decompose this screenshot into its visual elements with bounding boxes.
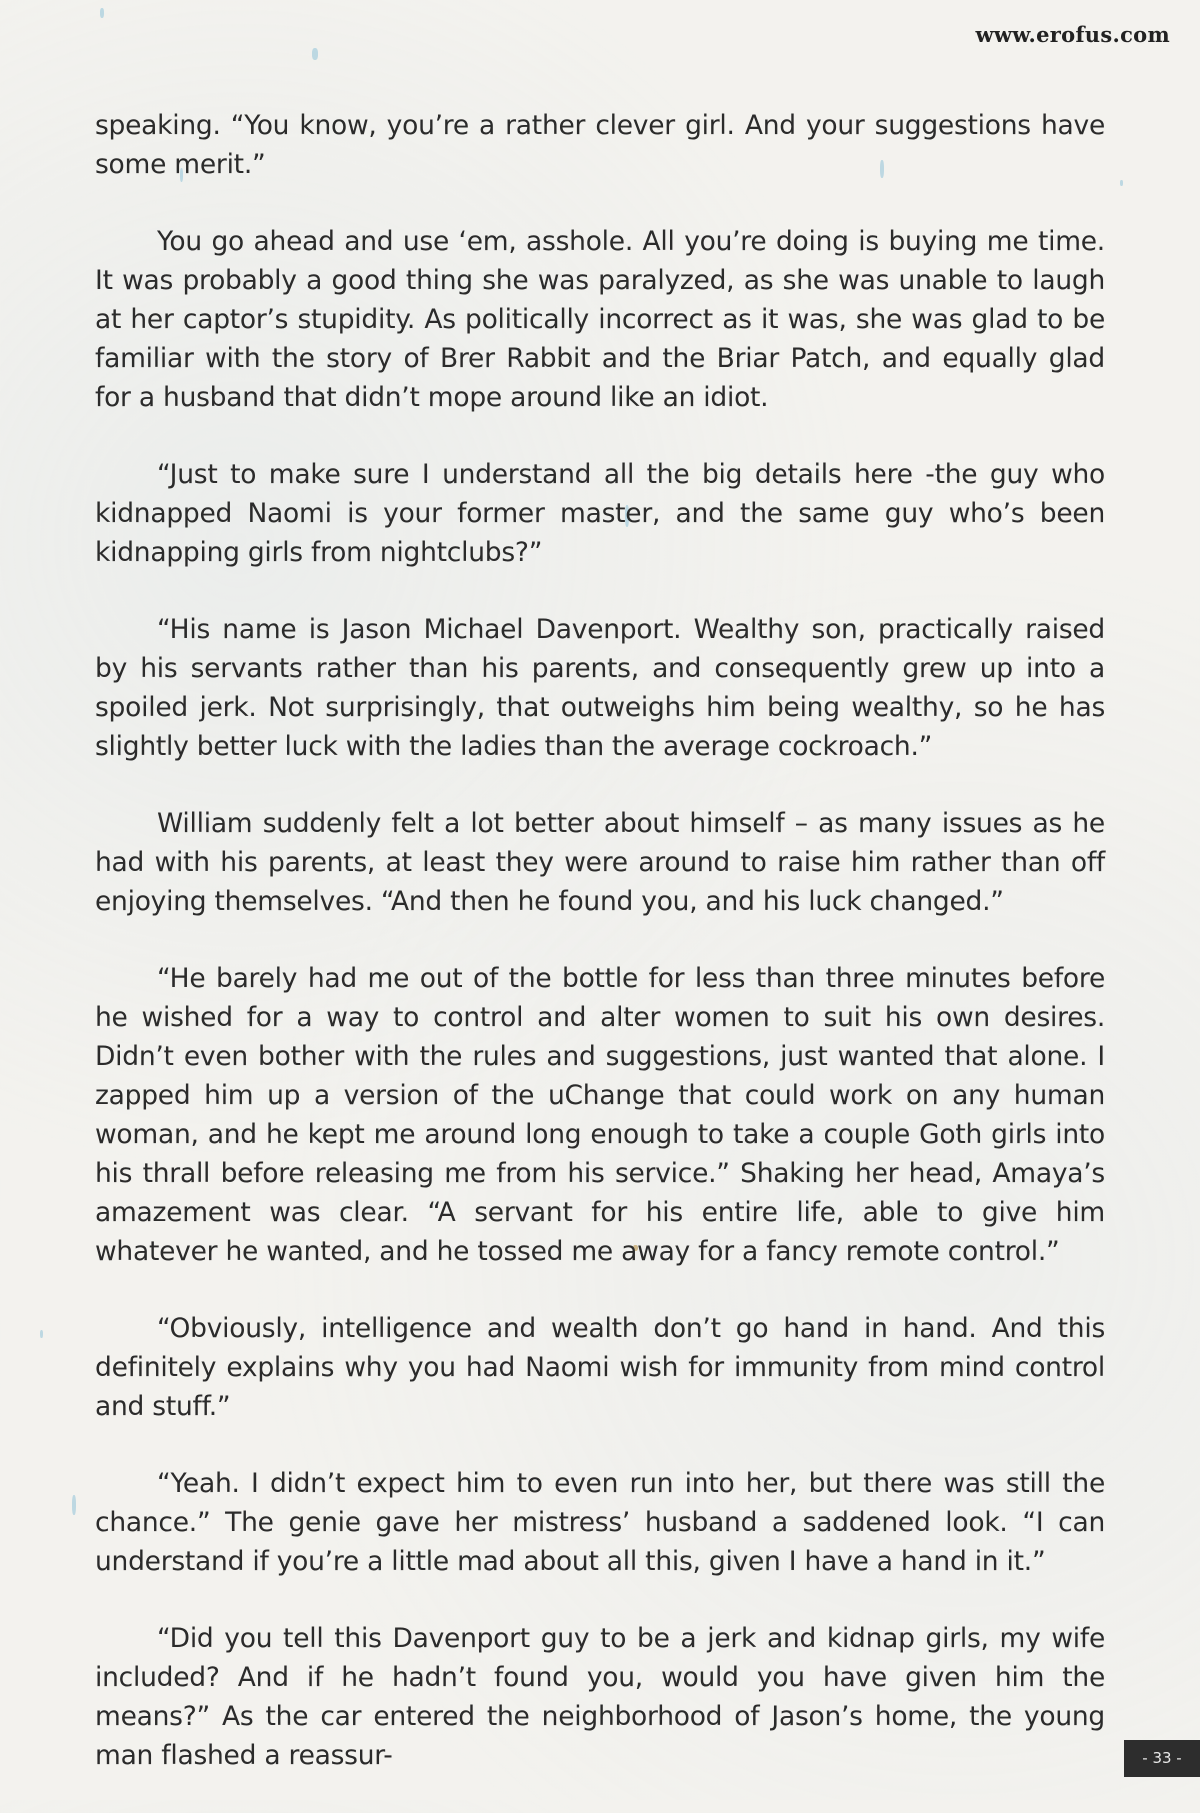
paragraph: “He barely had me out of the bottle for less than three minutes before he wished for a way to control and alter women to suit his own desires. Didn’t even bother with the rules and suggestions, just wanted that alone. I zapped him up a version of the uChange that could work on any human woman, and he kept me around long enough to take a couple Goth girls into his thrall before releasing me from his service.” Shaking her head, Amaya’s amazement was clear. “A servant for his entire life, able to give him whatever he wanted, and he tossed me away for a fancy remote control.”	[95, 963, 1105, 1267]
paragraph: speaking. “You know, you’re a rather clever girl. And your suggestions have some merit.”	[95, 110, 1105, 180]
paragraph: “Obviously, intelligence and wealth don’t go hand in hand. And this definitely explains why you had Naomi wish for immunity from mind control and stuff.”	[95, 1313, 1105, 1422]
paragraph: “Just to make sure I understand all the big details here -the guy who kidnapped Naomi is your former master, and the same guy who’s been kidnapping girls from nightclubs?”	[95, 459, 1105, 568]
paragraph: You go ahead and use ‘em, asshole. All you’re doing is buying me time. It was probably a good thing she was paralyzed, as she was unable to laugh at her captor’s stupidity. As politically incorrect as it was, she was glad to be familiar with the story of Brer Rabbit and the Briar Patch, and equally glad for a husband that didn’t mope around like an idiot.	[95, 226, 1105, 413]
paper-speck	[40, 1330, 43, 1338]
paragraph: “Yeah. I didn’t expect him to even run into her, but there was still the chance.” The genie gave her mistress’ husband a saddened look. “I can understand if you’re a little mad about all this, given I have a hand in it.”	[95, 1468, 1105, 1577]
paragraph: William suddenly felt a lot better about himself – as many issues as he had with his parents, at least they were around to raise him rather than off enjoying themselves. “And then he found you, and his luck changed.”	[95, 808, 1105, 917]
watermark-text: www.erofus.com	[975, 22, 1170, 47]
paper-speck	[1120, 180, 1123, 186]
paper-speck	[72, 1495, 76, 1515]
paper-speck	[312, 48, 318, 60]
paragraph: “His name is Jason Michael Davenport. Wealthy son, practically raised by his servants rather than his parents, and consequently grew up into a spoiled jerk. Not surprisingly, that outweighs him being wealthy, so he has slightly better luck with the ladies than the average cockroach.”	[95, 614, 1105, 762]
paragraph: “Did you tell this Davenport guy to be a jerk and kidnap girls, my wife included? And if he hadn’t found you, would you have given him the means?” As the car entered the neighborhood of Jason’s home, the young man flashed a reassur-	[95, 1623, 1105, 1771]
paper-speck	[100, 8, 104, 18]
page-number: - 33 -	[1124, 1740, 1200, 1777]
body-text	[95, 106, 1105, 1813]
